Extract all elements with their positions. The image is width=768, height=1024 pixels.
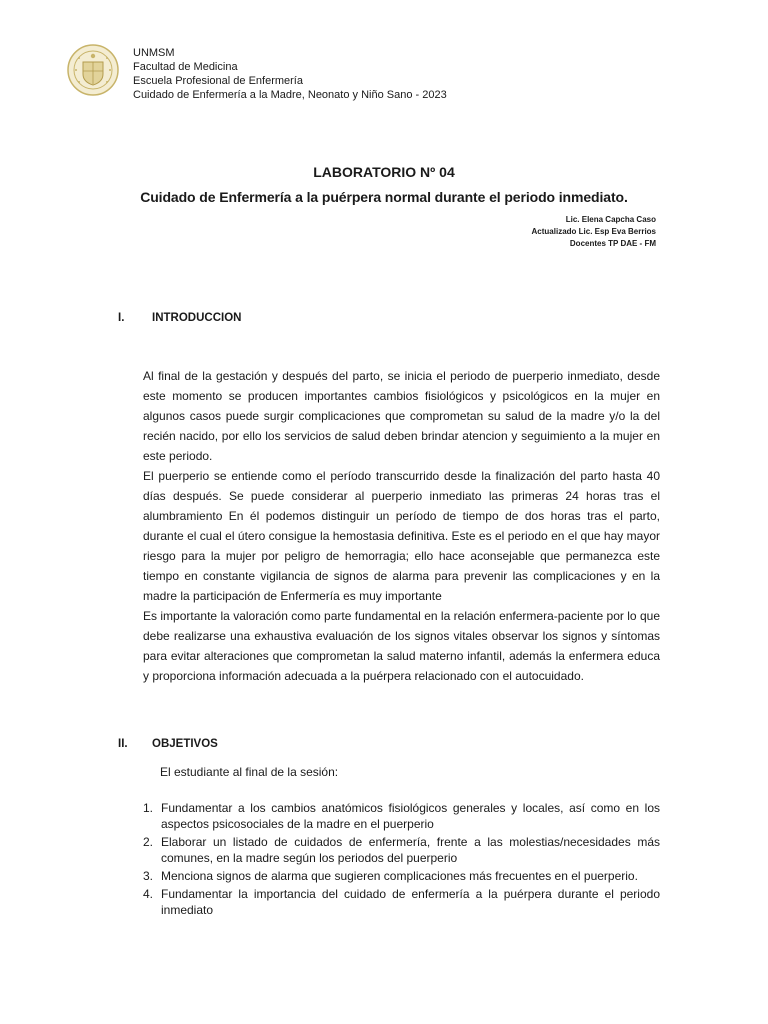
section-number: I. xyxy=(118,312,125,324)
list-item-number: 2. xyxy=(143,835,154,849)
list-item-number: 4. xyxy=(143,887,154,901)
university-seal-icon xyxy=(67,44,119,96)
section-title: INTRODUCCION xyxy=(152,312,242,324)
list-item-text: Elaborar un listado de cuidados de enfermería, frente a las molestias/necesidades más comunes, en la madre según los periodos del puerperio xyxy=(161,835,660,865)
header-line-faculty: Facultad de Medicina xyxy=(133,61,238,73)
section-title: OBJETIVOS xyxy=(152,738,218,750)
list-item-number: 1. xyxy=(143,801,154,815)
institution-header xyxy=(133,46,447,102)
lab-subtitle: Cuidado de Enfermería a la puérpera normal durante el periodo inmediato. xyxy=(140,189,628,205)
section-heading-intro xyxy=(118,312,241,324)
header-line-course: Cuidado de Enfermería a la Madre, Neonato y Niño Sano - 2023 xyxy=(133,89,447,101)
intro-paragraph: Es importante la valoración como parte fundamental en la relación enfermera-paciente por lo que debe realizarse una exhaustiva evaluación de los signos vitales observar los signos y síntomas para evitar alteraciones que comprometan la salud materno infantil, además la enfermera educa y proporciona información adecuada a la puérpera relacionado con el autocuidado. xyxy=(143,609,660,683)
intro-body xyxy=(143,366,660,686)
list-item xyxy=(143,868,660,884)
list-item-text: Fundamentar a los cambios anatómicos fisiológicos generales y locales, así como en los aspectos psicosociales de la madre en el puerperio xyxy=(161,801,660,831)
intro-paragraph: El puerperio se entiende como el período transcurrido desde la finalización del parto hasta 40 días después. Se puede considerar al puerperio inmediato las primeras 24 horas tras el alumbramiento En él podemos distinguir un período de tiempo de dos horas tras el parto, durante el cual el útero consigue la hemostasia definitiva. Este es el periodo en el que hay mayor riesgo para la mujer por peligro de hemorragia; ello hace aconsejable que permanezca este tiempo en constante vigilancia de signos de alarma para prevenir las complicaciones y en la madre la participación de Enfermería es muy importante xyxy=(143,469,660,603)
list-item xyxy=(143,834,660,866)
author-line: Lic. Elena Capcha Caso xyxy=(565,215,656,224)
list-item-text: Fundamentar la importancia del cuidado de enfermería a la puérpera durante el periodo inmediato xyxy=(161,887,660,917)
author-line: Docentes TP DAE - FM xyxy=(569,239,656,248)
list-item xyxy=(143,886,660,918)
section-heading-objectives xyxy=(118,738,218,750)
objectives-list xyxy=(143,800,660,920)
intro-paragraph: Al final de la gestación y después del parto, se inicia el periodo de puerperio inmediato, desde este momento se producen importantes cambios fisiológicos y psicológicos en la mujer en algunos casos puede surgir complicaciones que comprometan su salud de la madre y/o la del recién nacido, por ello los servicios de salud deben brindar atencion y seguimiento a la mujer en este periodo. xyxy=(143,369,660,463)
lab-number-title: LABORATORIO Nº 04 xyxy=(313,164,455,180)
list-item-number: 3. xyxy=(143,869,154,883)
authors-block xyxy=(532,214,656,250)
section-number: II. xyxy=(118,738,128,750)
list-item xyxy=(143,800,660,832)
author-line: Actualizado Lic. Esp Eva Berrios xyxy=(531,227,656,236)
header-line-school: Escuela Profesional de Enfermería xyxy=(133,75,303,87)
header-line-university: UNMSM xyxy=(133,47,175,59)
list-item-text: Menciona signos de alarma que sugieren complicaciones más frecuentes en el puerperio. xyxy=(161,869,638,883)
objectives-lead: El estudiante al final de la sesión: xyxy=(160,765,339,779)
